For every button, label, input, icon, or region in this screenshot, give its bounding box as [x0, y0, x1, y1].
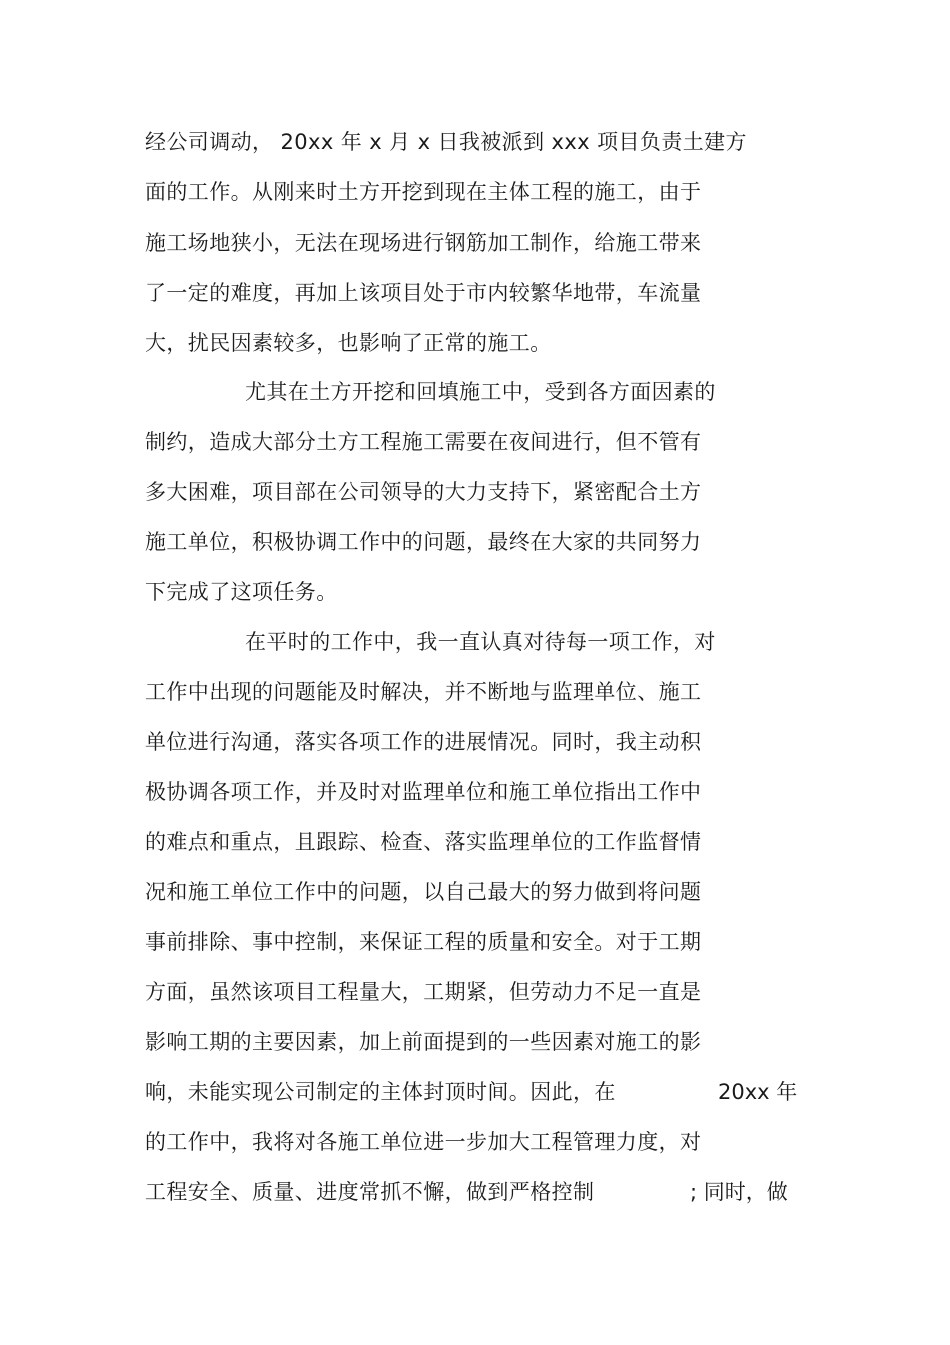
paragraph-3-line-11: 的工作中，我将对各施工单位进一步加大工程管理力度，对 [145, 1130, 702, 1154]
paragraph-2-line-3: 多大困难，项目部在公司领导的大力支持下，紧密配合土方 [145, 480, 702, 504]
paragraph-3-line-7: 事前排除、事中控制，来保证工程的质量和安全。对于工期 [145, 930, 702, 954]
paragraph-3-line-2: 工作中出现的问题能及时解决，并不断地与监理单位、施工 [145, 680, 702, 704]
paragraph-3-line-4: 极协调各项工作，并及时对监理单位和施工单位指出工作中 [145, 780, 702, 804]
paragraph-3-line-10: 响，未能实现公司制定的主体封顶时间。因此，在 [145, 1080, 616, 1104]
paragraph-2-line-2: 制约，造成大部分土方工程施工需要在夜间进行，但不管有 [145, 430, 702, 454]
paragraph-2-line-1: 尤其在土方开挖和回填施工中，受到各方面因素的 [245, 380, 716, 404]
paragraph-3-line-1: 在平时的工作中，我一直认真对待每一项工作，对 [245, 630, 716, 654]
paragraph-3-line-12-tail: ; 同时，做 [690, 1180, 788, 1204]
paragraph-3-line-5: 的难点和重点，且跟踪、检查、落实监理单位的工作监督情 [145, 830, 702, 854]
paragraph-2-line-4: 施工单位，积极协调工作中的问题，最终在大家的共同努力 [145, 530, 702, 554]
paragraph-3-line-9: 影响工期的主要因素，加上前面提到的一些因素对施工的影 [145, 1030, 702, 1054]
paragraph-1-line-2: 面的工作。从刚来时土方开挖到现在主体工程的施工，由于 [145, 180, 702, 204]
paragraph-3-line-6: 况和施工单位工作中的问题，以自己最大的努力做到将问题 [145, 880, 702, 904]
paragraph-3-line-10-year: 20xx 年 [718, 1080, 798, 1104]
paragraph-1-line-5: 大，扰民因素较多，也影响了正常的施工。 [145, 331, 552, 355]
paragraph-1-line-1: 经公司调动， 20xx 年 x 月 x 日我被派到 xxx 项目负责土建方 [145, 130, 747, 154]
paragraph-3-line-12: 工程安全、质量、进度常抓不懈，做到严格控制 [145, 1180, 595, 1204]
paragraph-2-line-5: 下完成了这项任务。 [145, 580, 338, 604]
paragraph-3-line-8: 方面，虽然该项目工程量大，工期紧，但劳动力不足一直是 [145, 980, 702, 1004]
paragraph-1-line-4: 了一定的难度，再加上该项目处于市内较繁华地带，车流量 [145, 281, 702, 305]
paragraph-1-line-3: 施工场地狭小，无法在现场进行钢筋加工制作，给施工带来 [145, 231, 702, 255]
paragraph-3-line-3: 单位进行沟通，落实各项工作的进展情况。同时，我主动积 [145, 730, 702, 754]
